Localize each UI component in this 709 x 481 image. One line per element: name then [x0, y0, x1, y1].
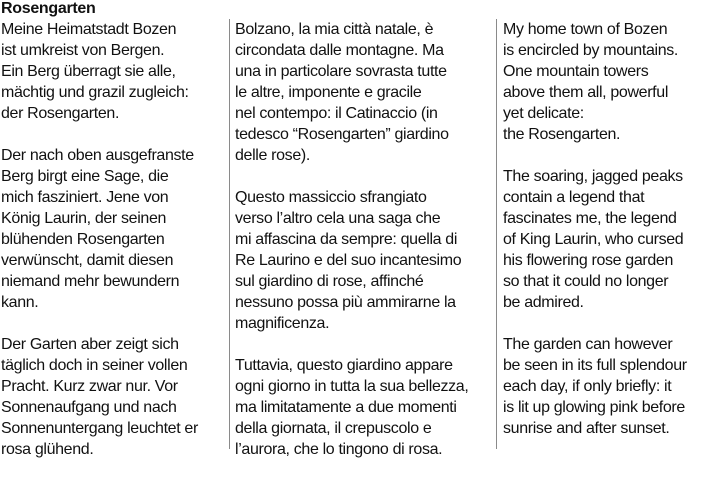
text-line: Der Garten aber zeigt sich	[1, 336, 179, 353]
text-line: be seen in its full splendour	[503, 357, 687, 374]
text-line: täglich doch in seiner vollen	[1, 357, 188, 374]
text-line: verso l’altro cela una saga che	[235, 210, 441, 227]
text-line: verwünscht, damit diesen	[1, 252, 174, 269]
text-line: above them all, powerful	[503, 84, 669, 101]
english-paragraph-2	[503, 166, 709, 313]
text-line: nessuno possa più ammirarne la	[235, 294, 456, 311]
italian-paragraph-3	[235, 355, 497, 460]
german-paragraph-1	[1, 19, 229, 124]
text-line: Tuttavia, questo giardino appare	[235, 357, 453, 374]
english-paragraph-1	[503, 19, 709, 145]
text-line: One mountain towers	[503, 63, 649, 80]
text-line: Der nach oben ausgefranste	[1, 147, 194, 164]
text-line: niemand mehr bewundern	[1, 273, 180, 290]
text-line: magnificenza.	[235, 315, 330, 332]
english-column	[503, 19, 709, 460]
german-paragraph-2	[1, 145, 229, 313]
text-line: nel contempo: il Catinaccio (in	[235, 105, 438, 122]
column-divider	[496, 19, 497, 449]
text-line: yet delicate:	[503, 105, 584, 122]
english-paragraph-3	[503, 334, 709, 439]
italian-paragraph-1	[235, 19, 497, 166]
text-line: is lit up glowing pink before	[503, 399, 685, 416]
text-line: König Laurin, der seinen	[1, 210, 167, 227]
italian-paragraph-2	[235, 187, 497, 334]
text-line: Pracht. Kurz zwar nur. Vor	[1, 378, 178, 395]
text-line: tedesco “Rosengarten” giardino	[235, 126, 449, 143]
text-line: una in particolare sovrasta tutte	[235, 63, 447, 80]
text-line: contain a legend that	[503, 189, 645, 206]
text-line: Meine Heimatstadt Bozen	[1, 21, 177, 38]
text-line: ogni giorno in tutta la sua bellezza,	[235, 378, 469, 395]
text-line: The soaring, jagged peaks	[503, 168, 683, 185]
text-line: delle rose).	[235, 147, 310, 164]
text-line: l’aurora, che lo tingono di rosa.	[235, 441, 443, 458]
text-line: Sonnenuntergang leuchtet er	[1, 420, 198, 437]
text-line: der Rosengarten.	[1, 105, 120, 122]
text-line: so that it could no longer	[503, 273, 669, 290]
text-line: Ein Berg überragt sie alle,	[1, 63, 176, 80]
text-line: is encircled by mountains.	[503, 42, 678, 59]
text-line: Questo massiccio sfrangiato	[235, 189, 427, 206]
text-line: sul giardino di rose, affinché	[235, 273, 424, 290]
text-line: be admired.	[503, 294, 584, 311]
text-line: Bolzano, la mia città natale, è	[235, 21, 434, 38]
text-line: Berg birgt eine Sage, die	[1, 168, 169, 185]
text-line: le altre, imponente e gracile	[235, 84, 422, 101]
text-line: mich fasziniert. Jene von	[1, 189, 169, 206]
text-line: his flowering rose garden	[503, 252, 674, 269]
text-line: blühenden Rosengarten	[1, 231, 165, 248]
text-line: sunrise and after sunset.	[503, 420, 670, 437]
column-divider	[229, 19, 230, 449]
text-line: of King Laurin, who cursed	[503, 231, 684, 248]
page-title: Rosengarten	[1, 0, 96, 17]
german-column	[1, 19, 229, 481]
text-line: kann.	[1, 294, 39, 311]
text-line: Re Laurino e del suo incantesimo	[235, 252, 462, 269]
text-line: ma limitatamente a due momenti	[235, 399, 457, 416]
text-line: Sonnenaufgang und nach	[1, 399, 177, 416]
text-line: ist umkreist von Bergen.	[1, 42, 165, 59]
text-line: rosa glühend.	[1, 441, 94, 458]
text-line: each day, if only briefly: it	[503, 378, 672, 395]
german-paragraph-3	[1, 334, 229, 460]
italian-column	[235, 19, 497, 481]
text-line: fascinates me, the legend	[503, 210, 677, 227]
text-line: circondata dalle montagne. Ma	[235, 42, 444, 59]
text-line: della giornata, il crepuscolo e	[235, 420, 432, 437]
text-line: My home town of Bozen	[503, 21, 668, 38]
text-line: the Rosengarten.	[503, 126, 621, 143]
text-line: The garden can however	[503, 336, 673, 353]
text-line: mi affascina da sempre: quella di	[235, 231, 458, 248]
text-line: mächtig und grazil zugleich:	[1, 84, 189, 101]
